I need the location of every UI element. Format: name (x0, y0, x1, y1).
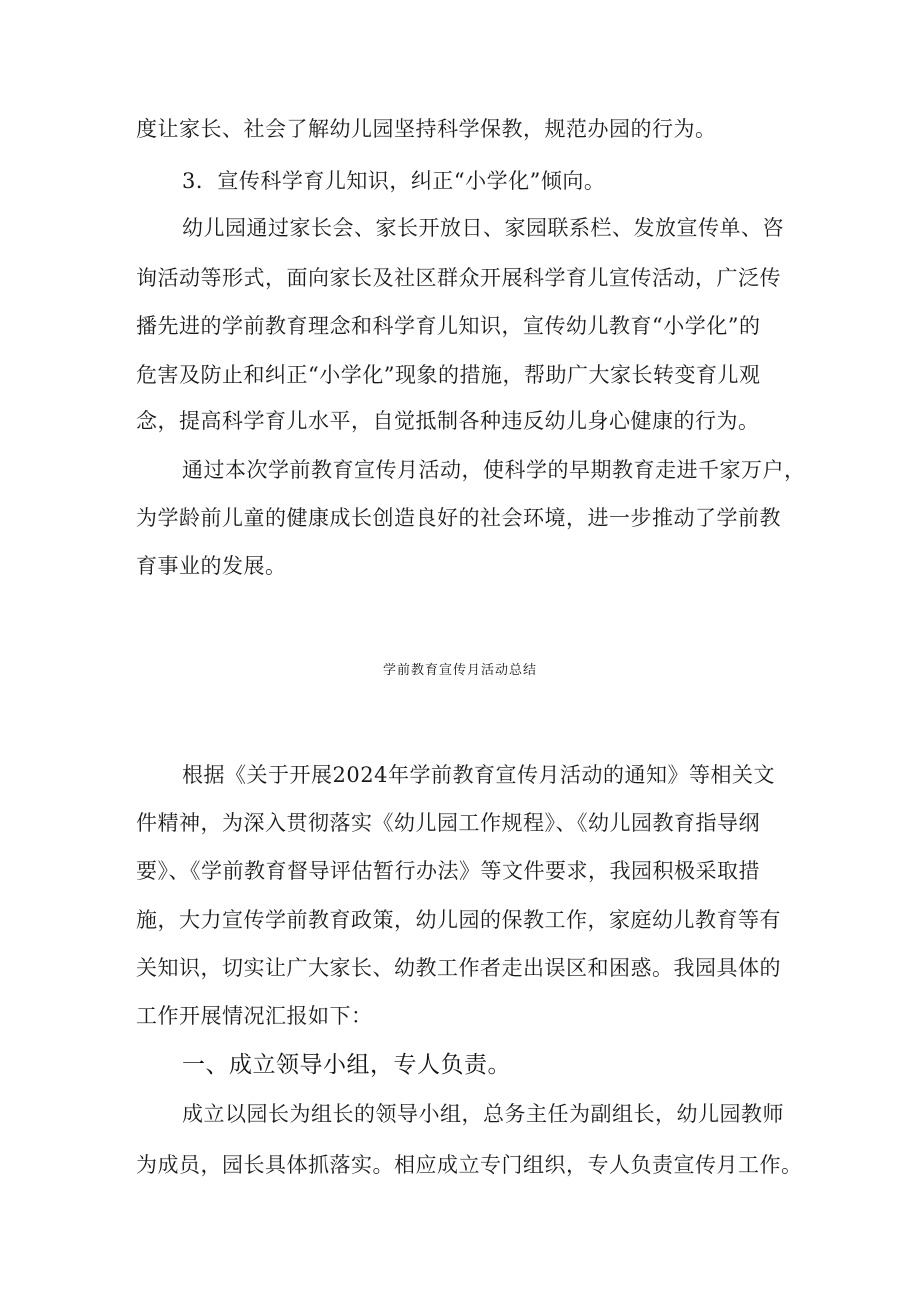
paragraph-line: 播先进的学前教育理念和科学育儿知识，宣传幼儿教育“小学化”的 (136, 314, 761, 338)
paragraph-line: 施，大力宣传学前教育政策，幼儿园的保教工作，家庭幼儿教育等有 (136, 908, 781, 932)
paragraph-line: 关知识，切实让广大家长、幼教工作者走出误区和困惑。我园具体的 (136, 956, 781, 980)
paragraph-line: 成立以园长为组长的领导小组，总务主任为副组长，幼儿园教师 (182, 1102, 784, 1126)
paragraph-line: 为学龄前儿童的健康成长创造良好的社会环境，进一步推动了学前教 (136, 506, 781, 530)
paragraph-line: 通过本次学前教育宣传月活动，使科学的早期教育走进千家万户， (182, 458, 806, 482)
paragraph-line: 为成员，园长具体抓落实。相应成立专门组织，专人负责宣传月工作。 (136, 1153, 803, 1177)
paragraph-line: 危害及防止和纠正“小学化”现象的措施，帮助广大家长转变育儿观 (136, 363, 761, 387)
paragraph-line: 育事业的发展。 (136, 554, 287, 578)
section-1-heading: 一、成立领导小组，专人负责。 (182, 1052, 511, 1078)
paragraph-line: 根据《关于开展2024年学前教育宣传月活动的通知》等相关文 (182, 763, 775, 787)
paragraph-line: 工作开展情况汇报如下： (136, 1004, 373, 1028)
paragraph-line: 件精神，为深入贯彻落实《幼儿园工作规程》、《幼儿园教育指导纲 (136, 811, 760, 835)
paragraph-line: 询活动等形式，面向家长及社区群众开展科学育儿宣传活动，广泛传 (136, 266, 781, 290)
paragraph-line: 要》、《学前教育督导评估暂行办法》等文件要求，我园积极采取措 (136, 859, 760, 883)
item-3-heading: 3．宣传科学育儿知识，纠正“小学化”倾向。 (182, 169, 606, 193)
paragraph-line: 幼儿园通过家长会、家长开放日、家园联系栏、发放宣传单、咨 (182, 216, 784, 240)
paragraph-line: 度让家长、社会了解幼儿园坚持科学保教，规范办园的行为。 (136, 117, 717, 141)
paragraph-line: 念，提高科学育儿水平，自觉抵制各种违反幼儿身心健康的行为。 (136, 409, 760, 433)
article-title: 学前教育宣传月活动总结 (382, 663, 537, 678)
